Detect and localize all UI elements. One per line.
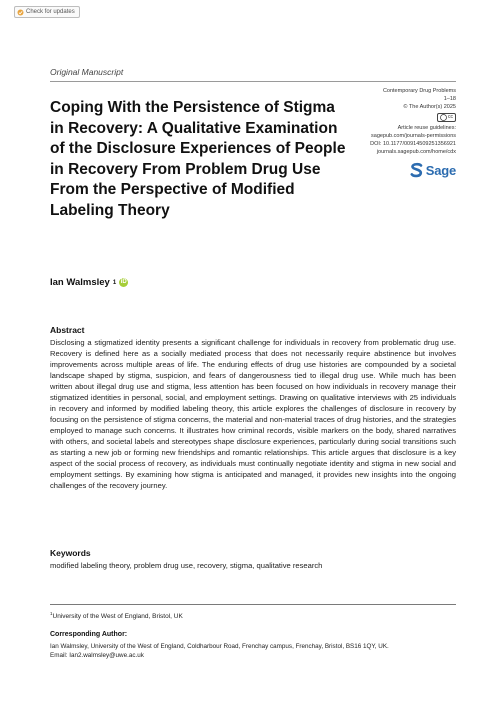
corresponding-author-details (50, 642, 456, 660)
journal-meta (306, 87, 456, 157)
copyright: © The Author(s) 2025 (403, 104, 456, 111)
cc-icon (440, 114, 447, 121)
reuse-label: Article reuse guidelines: (397, 124, 456, 131)
check-updates-icon (17, 9, 24, 16)
journal-name: Contemporary Drug Problems (382, 88, 456, 94)
affiliation-mark: 1 (50, 611, 53, 616)
affiliation-text: University of the West of England, Bristol, UK (52, 613, 183, 621)
check-for-updates-button[interactable] (14, 6, 80, 18)
corresponding-author-heading: Corresponding Author: (50, 631, 128, 638)
sage-s-logo-icon (410, 162, 423, 178)
publisher-name: Sage (425, 162, 456, 178)
corresponding-address: Ian Walmsley, University of the West of England, Coldharbour Road, Frenchay campus, Frenchay, Bristol, BS16 1QY, UK. (50, 643, 389, 650)
footnote-divider (50, 604, 456, 605)
section-label: Original Manuscript (50, 67, 124, 77)
keywords-text: modified labeling theory, problem drug use, recovery, stigma, qualitative research (50, 561, 323, 570)
orcid-icon[interactable]: iD (120, 279, 127, 285)
license-badge-label: cc (448, 114, 453, 121)
author-affil-mark: 1 (112, 279, 117, 286)
journal-home-link[interactable]: journals.sagepub.com/home/cdx (376, 149, 456, 156)
affiliation-footnote (50, 611, 183, 620)
abstract-heading: Abstract (50, 325, 85, 335)
author-name: Ian Walmsley (50, 277, 110, 288)
article-title: Coping With the Persistence of Stigma in Recovery: A Qualitative Examination of the Disclosure Experiences of People in Recovery From Problem Drug Use From the Perspective of Modified Labeling Theory (50, 99, 346, 219)
publisher-logo (410, 162, 456, 178)
keywords-heading: Keywords (50, 548, 91, 558)
corresponding-email[interactable]: Email: Ian2.walmsley@uwe.ac.uk (50, 652, 144, 659)
doi-link[interactable]: DOI: 10.1177/00914509251356921 (370, 141, 456, 148)
reuse-link[interactable]: sagepub.com/journals-permissions (371, 133, 456, 140)
license-badge-row (306, 112, 456, 124)
header-divider (50, 81, 456, 82)
author-line (50, 277, 128, 288)
license-badge[interactable] (437, 113, 456, 122)
abstract-text: Disclosing a stigmatized identity presents a significant challenge for individuals in recovery from problematic drug use. Recovery is defined here as a socially mediated process that does not necessarily require abstinence but involves improvements across multiple areas of life. The enduring effects of drug use histories are compounded by a societal landscape shaped by stigma, suspicion, and fears of dangerousness tied to illegal drug use. While much has been written about illegal drug use and stigma, less attention has been focused on how individuals in recovery manage their stigmatized identities in personal, social, and employment settings. Drawing on qualitative interviews with 25 individuals in recovery and informed by modified labeling theory, this article explores the challenges of disclosure in recovery by focusing on the persistence of stigma concerns, the material and non-material traces of drug histories, and the strategies employed to manage such concerns. It illustrates how criminal records, visible markers on the body, shared narratives with others, and societal labels and stereotypes shape disclosure experiences, particularly during social transitions such as starting a new job or forming new friendships and romantic relationships. This article argues that disclosure is a key aspect of the social process of recovery, as individuals must continually negotiate identity and stigma in new social and employment settings. By examining how stigma is anticipated and managed, it provides new insights into the ongoing challenges of the recovery journey. (50, 338, 456, 490)
page-range: 1–18 (443, 96, 456, 103)
check-updates-label: Check for updates (26, 9, 75, 15)
